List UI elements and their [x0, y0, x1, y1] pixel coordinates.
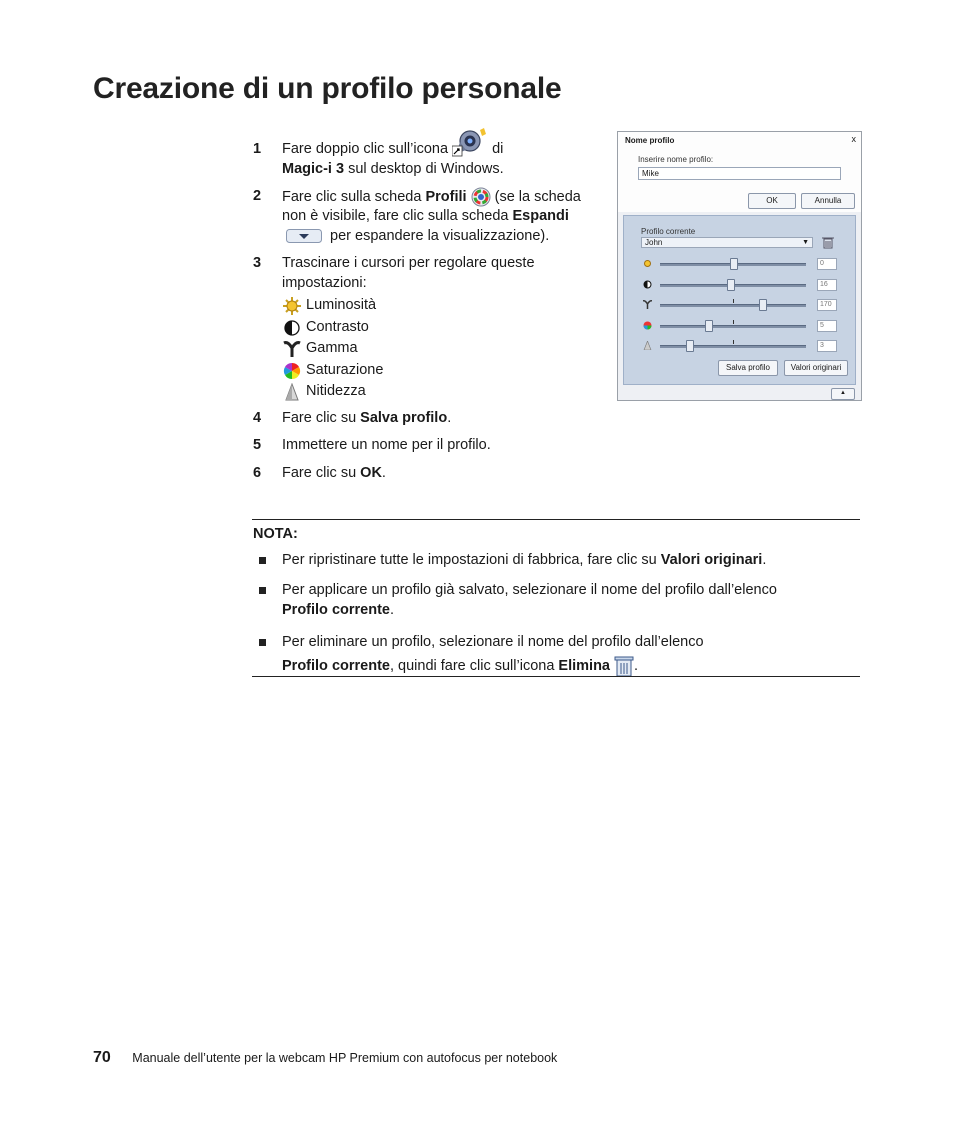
contrast-icon	[282, 318, 302, 338]
slider-thumb-gamma[interactable]	[759, 299, 767, 311]
cancel-button[interactable]: Annulla	[801, 193, 855, 209]
saturation-icon	[643, 321, 652, 330]
step-text: Fare doppio clic sull’icona	[282, 141, 449, 157]
step-text: per espandere la visualizzazione).	[330, 227, 550, 244]
step-number: 6	[253, 464, 262, 481]
button-name: Espandi	[512, 208, 569, 225]
setting-saturazione	[253, 360, 593, 382]
setting-label: Nitidezza	[306, 383, 366, 400]
page-footer	[93, 1049, 557, 1067]
footer-text: Manuale dell’utente per la webcam HP Premium con autofocus per notebook	[132, 1051, 558, 1065]
step-text: di	[492, 141, 504, 157]
step-text: Fare clic su	[282, 464, 357, 481]
note-text: .	[389, 602, 394, 618]
button-name: Salva profilo	[360, 409, 448, 426]
slider-value-gamma[interactable]: 170	[817, 299, 837, 311]
slider-value-luminosita[interactable]: 0	[817, 258, 837, 270]
note-text: .	[634, 658, 639, 674]
note-text: Per ripristinare tutte le impostazioni di fabbrica, fare clic su	[282, 552, 657, 568]
step-3	[253, 254, 593, 293]
step-1	[253, 140, 593, 179]
slider-thumb-contrasto[interactable]	[727, 279, 735, 291]
reset-defaults-button[interactable]: Valori originari	[784, 360, 848, 376]
steps-list	[253, 140, 593, 489]
brightness-icon	[643, 259, 652, 268]
setting-label: Gamma	[306, 340, 358, 357]
setting-label: Luminosità	[306, 297, 377, 314]
close-icon[interactable]: x	[851, 134, 856, 144]
slider-value-nitidezza[interactable]: 3	[817, 340, 837, 352]
trash-icon	[614, 655, 634, 677]
step-6	[253, 464, 593, 484]
page-number: 70	[93, 1049, 111, 1066]
app-name: Magic-i 3	[282, 160, 345, 177]
contrast-icon	[643, 280, 652, 289]
page-title: Creazione di un profilo personale	[93, 72, 562, 105]
note-text: , quindi fare clic sull’icona	[389, 658, 555, 674]
note-item	[253, 550, 853, 570]
tab-name: Profili	[425, 188, 467, 205]
note-bottom-rule	[252, 676, 860, 677]
step-number: 3	[253, 255, 262, 272]
slider-center-tick	[733, 340, 734, 344]
gamma-icon	[643, 300, 652, 309]
sharpness-icon	[282, 382, 302, 402]
webcam-icon	[452, 128, 488, 158]
setting-label: Saturazione	[306, 361, 384, 378]
save-profile-button[interactable]: Salva profilo	[718, 360, 778, 376]
note-top-rule	[252, 519, 860, 520]
saturation-icon	[282, 361, 302, 381]
slider-thumb-saturazione[interactable]	[705, 320, 713, 332]
ok-button[interactable]: OK	[748, 193, 796, 209]
list-name: Profilo corrente	[282, 658, 390, 674]
step-text: Immettere un nome per il profilo.	[282, 437, 491, 454]
icon-name: Elimina	[558, 658, 610, 674]
step-text: Fare clic su	[282, 409, 357, 426]
gamma-icon	[282, 339, 302, 359]
sharpness-icon	[643, 341, 652, 350]
step-4	[253, 409, 593, 429]
setting-luminosita	[253, 295, 593, 317]
collapse-button[interactable]: ▲	[831, 388, 855, 400]
button-name: Valori originari	[660, 552, 763, 568]
brightness-icon	[282, 296, 302, 316]
step-number: 5	[253, 437, 262, 454]
step-number: 1	[253, 141, 262, 157]
step-number: 2	[253, 188, 262, 204]
step-text: .	[447, 409, 452, 426]
note-text: Per applicare un profilo già salvato, selezionare il nome del profilo dall’elenco	[282, 582, 777, 598]
profile-name-dialog	[617, 131, 862, 401]
note-text: Per eliminare un profilo, selezionare il nome del profilo dall’elenco	[282, 634, 704, 650]
slider-value-contrasto[interactable]: 16	[817, 279, 837, 291]
note-heading: NOTA:	[253, 526, 298, 542]
current-profile-select[interactable]	[641, 237, 813, 248]
note-item	[253, 630, 853, 678]
expand-button-icon	[286, 229, 322, 243]
bullet-icon	[259, 557, 266, 564]
list-name: Profilo corrente	[282, 602, 390, 618]
step-text: sul desktop di Windows.	[348, 160, 504, 177]
step-number: 4	[253, 409, 262, 426]
slider-track-saturazione[interactable]	[660, 325, 806, 328]
slider-center-tick	[733, 299, 734, 303]
step-5	[253, 436, 593, 456]
profile-name-input[interactable]: Mike	[638, 167, 841, 180]
chevron-down-icon: ▼	[802, 239, 809, 246]
slider-track-nitidezza[interactable]	[660, 345, 806, 348]
step-text: .	[381, 464, 386, 481]
setting-label: Contrasto	[306, 318, 369, 335]
button-name: OK	[360, 464, 382, 481]
setting-gamma	[253, 338, 593, 360]
slider-thumb-nitidezza[interactable]	[686, 340, 694, 352]
step-2	[253, 187, 593, 246]
step-text: Trascinare i cursori per regolare queste impostazioni:	[282, 255, 535, 291]
trash-icon[interactable]	[822, 236, 834, 251]
current-profile-value: John	[645, 238, 663, 247]
setting-contrasto	[253, 317, 593, 339]
step-text: (se la scheda non è visibile, fare clic sulla scheda	[282, 188, 581, 225]
slider-track-gamma[interactable]	[660, 304, 806, 307]
dialog-title: Nome profilo	[625, 136, 675, 145]
current-profile-label: Profilo corrente	[641, 227, 696, 236]
name-label: Inserire nome profilo:	[638, 155, 714, 164]
slider-value-saturazione[interactable]: 5	[817, 320, 837, 332]
slider-thumb-luminosita[interactable]	[730, 258, 738, 270]
profile-tab-icon	[471, 187, 491, 207]
step-text: Fare clic sulla scheda	[282, 188, 422, 205]
slider-center-tick	[733, 320, 734, 324]
notes-list	[253, 550, 853, 686]
setting-nitidezza	[253, 381, 593, 403]
bullet-icon	[259, 639, 266, 646]
bullet-icon	[259, 587, 266, 594]
note-text: .	[762, 552, 767, 568]
note-item	[253, 580, 853, 620]
